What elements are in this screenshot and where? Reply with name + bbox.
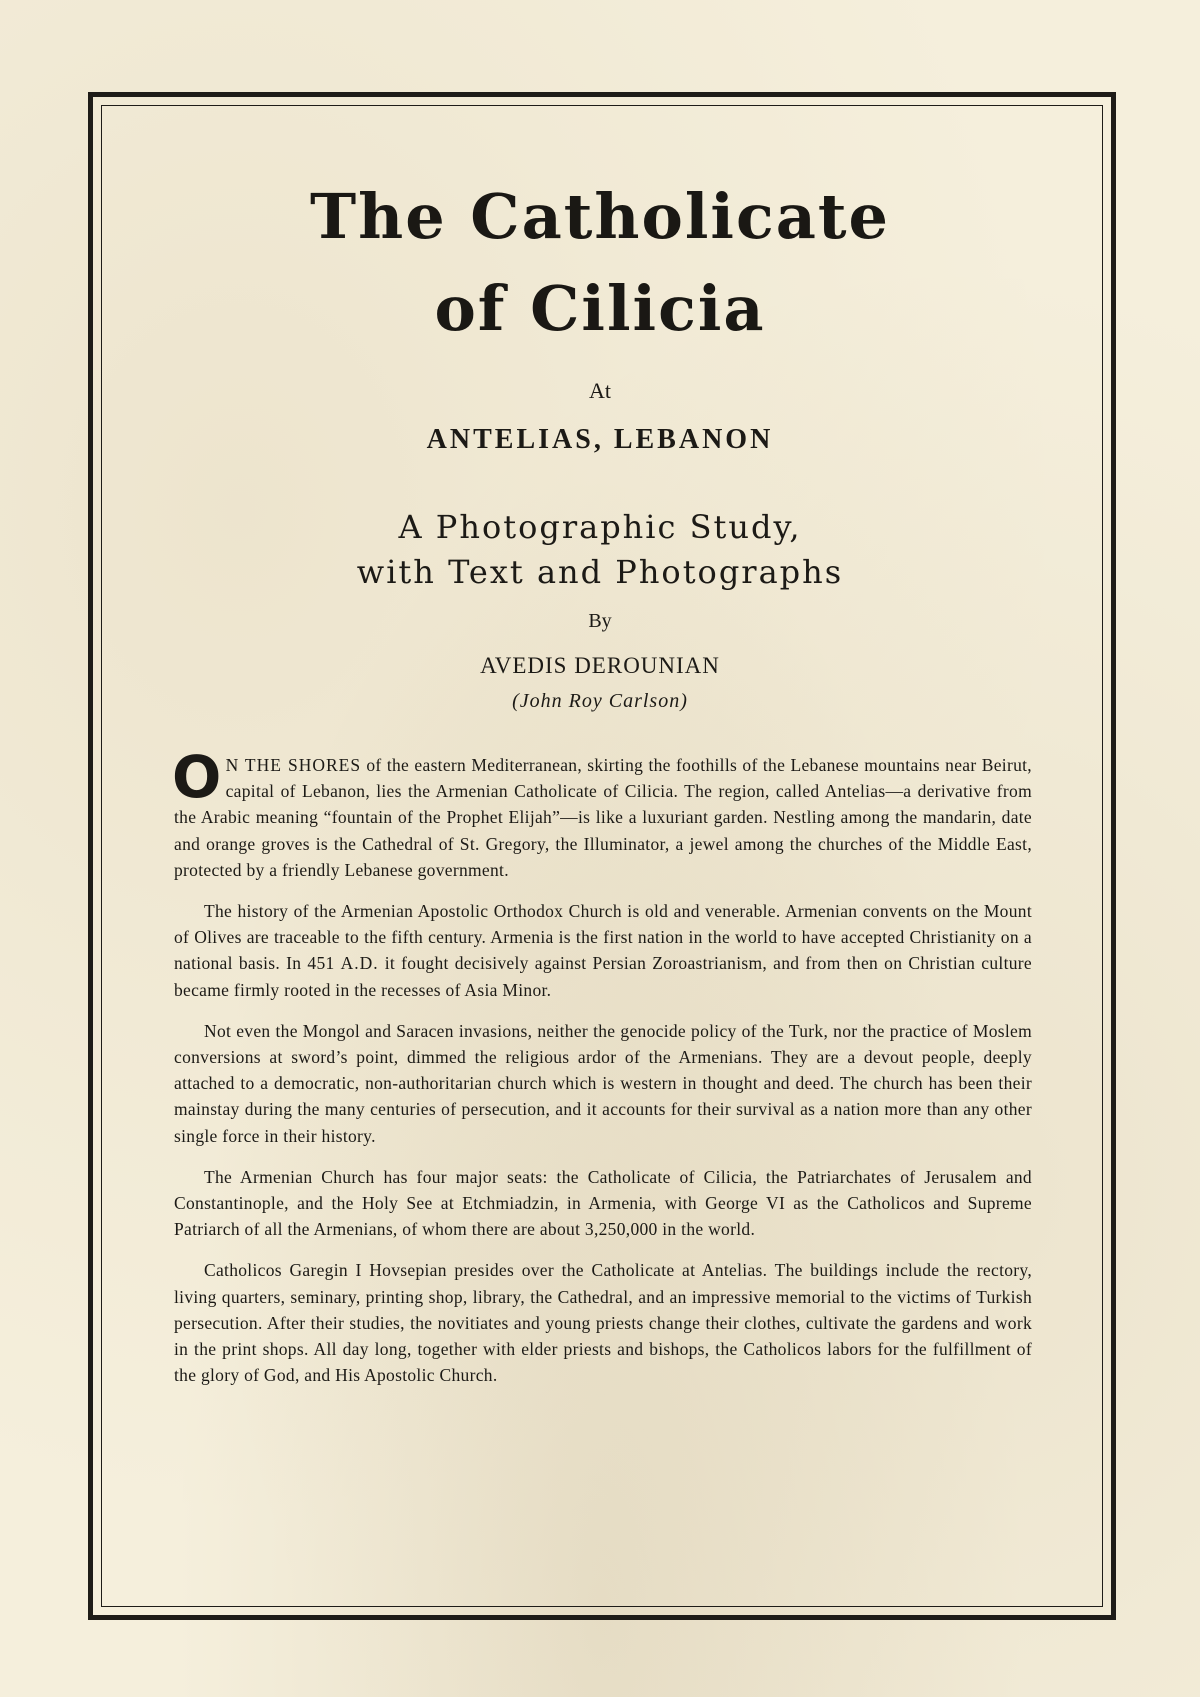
article-body [172, 743, 1032, 1403]
paragraph-5: Catholicos Garegin I Hovsepian presides over the Catholicate at Antelias. The buildings include the rectory, living quarters, seminary, printing shop, library, the Cathedral, and an impressive memorial to the victims of Turkish persecution. After their studies, the novitiates and young priests change their clothes, cultivate the gardens and work in the print shops. All day long, together with elder priests and bishops, the Catholicos labors for the fulfillment of the glory of God, and His Apostolic Church. [174, 1260, 1032, 1386]
paragraph-1 [172, 743, 1032, 883]
paragraph-2 [174, 898, 1032, 1003]
paragraph-4: The Armenian Church has four major seats: the Catholicate of Cilicia, the Patriarchates of Jerusalem and Constantinople, and the Holy See at Etchmiadzin, in Armenia, with George VI as the Catholicos and Supreme Patriarch of all the Armenians, of whom there are about 3,250,000 in the world. [174, 1166, 1032, 1240]
paragraph-1-text: of the eastern Mediterranean, skirting the foothills of the Lebanese mountains near Beirut, capital of Lebanon, lies the Armenian Catholicate of Cilicia. The region, called Antelias—a derivative from the Arabic meaning “fountain of the Prophet Elijah”—is like a luxuriant garden. Nestling among the mandarin, date and orange groves is the Cathedral of St. Gregory, the Illuminator, a jewel among the churches of the Middle East, protected by a friendly Lebanese government. [174, 755, 1032, 880]
paragraph-2-era: A.D. [340, 953, 379, 974]
drop-cap: O [172, 743, 222, 811]
paragraph-2-after: it fought decisively against Persian Zoroastrianism, and from then on Christian culture became firmly rooted in the recesses of Asia Minor. [174, 953, 1032, 1000]
location-preposition: At [589, 378, 611, 403]
subtitle-line-1: A Photographic Study, [398, 508, 802, 546]
paragraph-3: Not even the Mongol and Saracen invasions, neither the genocide policy of the Turk, nor the practice of Moslem conversions at sword’s point, dimmed the religious ardor of the Armenians. They are a devout people, deeply attached to a democratic, non-authoritarian church which is western in thought and deed. The church has been their mainstay during the many centuries of persecution, and it accounts for their survival as a nation more than any other single force in their history. [174, 1020, 1032, 1146]
title-line-1: The Catholicate [310, 180, 890, 253]
paragraph-2-before: The history of the Armenian Apostolic Orthodox Church is old and venerable. Armenian convents on the Mount of Olives are traceable to the fifth century. Armenia is the first nation in the world to have accepted Christianity on a national basis. In 451 [174, 901, 1032, 974]
author-name: AVEDIS DEROUNIAN [480, 653, 720, 678]
location-heading: ANTELIAS, LEBANON [426, 424, 774, 455]
paragraph-1-lead: N THE SHORES [225, 755, 362, 775]
title-line-2: of Cilicia [434, 272, 766, 345]
byline-label: By [588, 610, 612, 632]
subtitle-line-2: with Text and Photographs [356, 553, 844, 591]
author-pseudonym: (John Roy Carlson) [512, 690, 688, 712]
